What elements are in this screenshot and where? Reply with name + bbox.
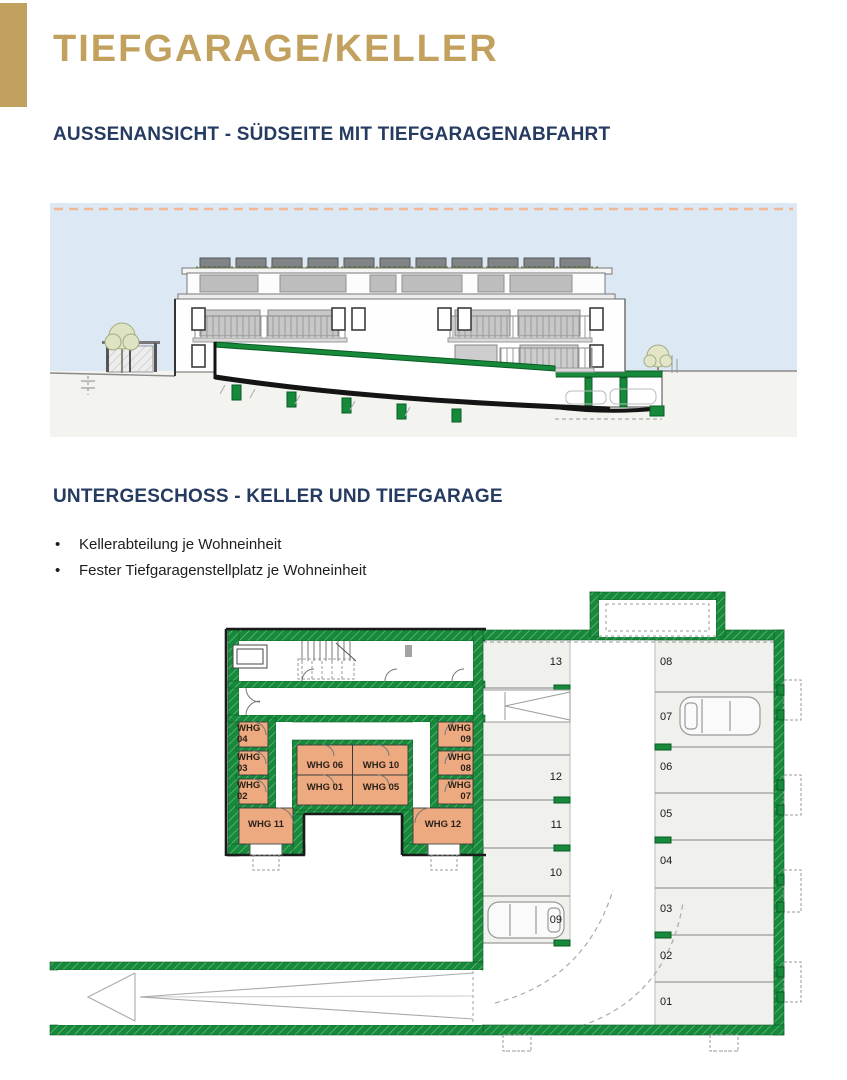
car-top-view-icon [680,697,760,735]
room-whg05-label: WHG 05 [362,782,400,793]
parking-space-04-label: 04 [660,855,673,867]
parking-space-08-label: 08 [660,656,673,668]
parking-space-10-label: 10 [549,867,562,879]
parking-space-03-label: 03 [660,903,673,915]
garage-column [585,378,592,407]
parking-space-07-label: 07 [660,711,673,723]
room-whg10-label: WHG 10 [362,760,400,771]
parking-space-02-label: 02 [660,950,673,962]
elevator-icon [233,645,267,668]
penthouse-windows [200,275,572,292]
bullet-item: • Fester Tiefgaragenstellplatz je Wohneinheit [53,558,653,584]
parking-space-13-label: 13 [549,656,562,668]
room-whg08-label: WHG 08 [447,752,471,774]
parking-space-09-label: 09 [549,914,562,926]
room-whg07-label: WHG 07 [447,780,471,802]
bullet-list [53,532,653,584]
room-whg04-label: WHG 04 [237,723,261,745]
room-whg12-label: WHG 12 [424,819,462,830]
room-whg03-label: WHG 03 [237,752,261,774]
parking-space-12-label: 12 [549,771,562,783]
room-whg09-label: WHG 09 [447,723,471,745]
light-wells-cellar [250,844,460,870]
penthouse-slab [178,294,615,299]
room-whg11-label: WHG 11 [248,819,284,830]
floor-plan-figure [40,585,810,1075]
elevation-figure [50,195,797,440]
parking-space-06-label: 06 [660,761,673,773]
shaft-column [405,645,412,657]
corridor-floor [239,688,473,715]
room-whg01-label: WHG 01 [306,782,344,793]
parking-space-01-label: 01 [660,996,673,1008]
room-whg06-label: WHG 06 [306,760,344,771]
parking-space-11-label: 11 [550,819,562,831]
parking-space-05-label: 05 [660,808,673,820]
light-wells-bottom [503,1035,738,1051]
room-whg02-label: WHG 02 [237,780,261,802]
upper-ramp-symbol [483,690,570,722]
garage-column [620,378,627,407]
elevation-heading: AUSSENANSICHT - SÜDSEITE MIT TIEFGARAGENABFAHRT [53,124,611,145]
elevation-svg [50,195,797,440]
gold-accent-bar [0,3,27,107]
page-title: TIEFGARAGE/KELLER [53,28,499,70]
bullet-item: • Kellerabteilung je Wohneinheit [53,532,653,558]
entry-ramp [58,970,482,1025]
light-wells-right [784,680,801,1002]
solar-panels [200,258,590,267]
footing [650,406,664,416]
basement-heading: UNTERGESCHOSS - KELLER UND TIEFGARAGE [53,486,503,507]
access-right [413,722,430,808]
balcony-railing [195,316,345,338]
